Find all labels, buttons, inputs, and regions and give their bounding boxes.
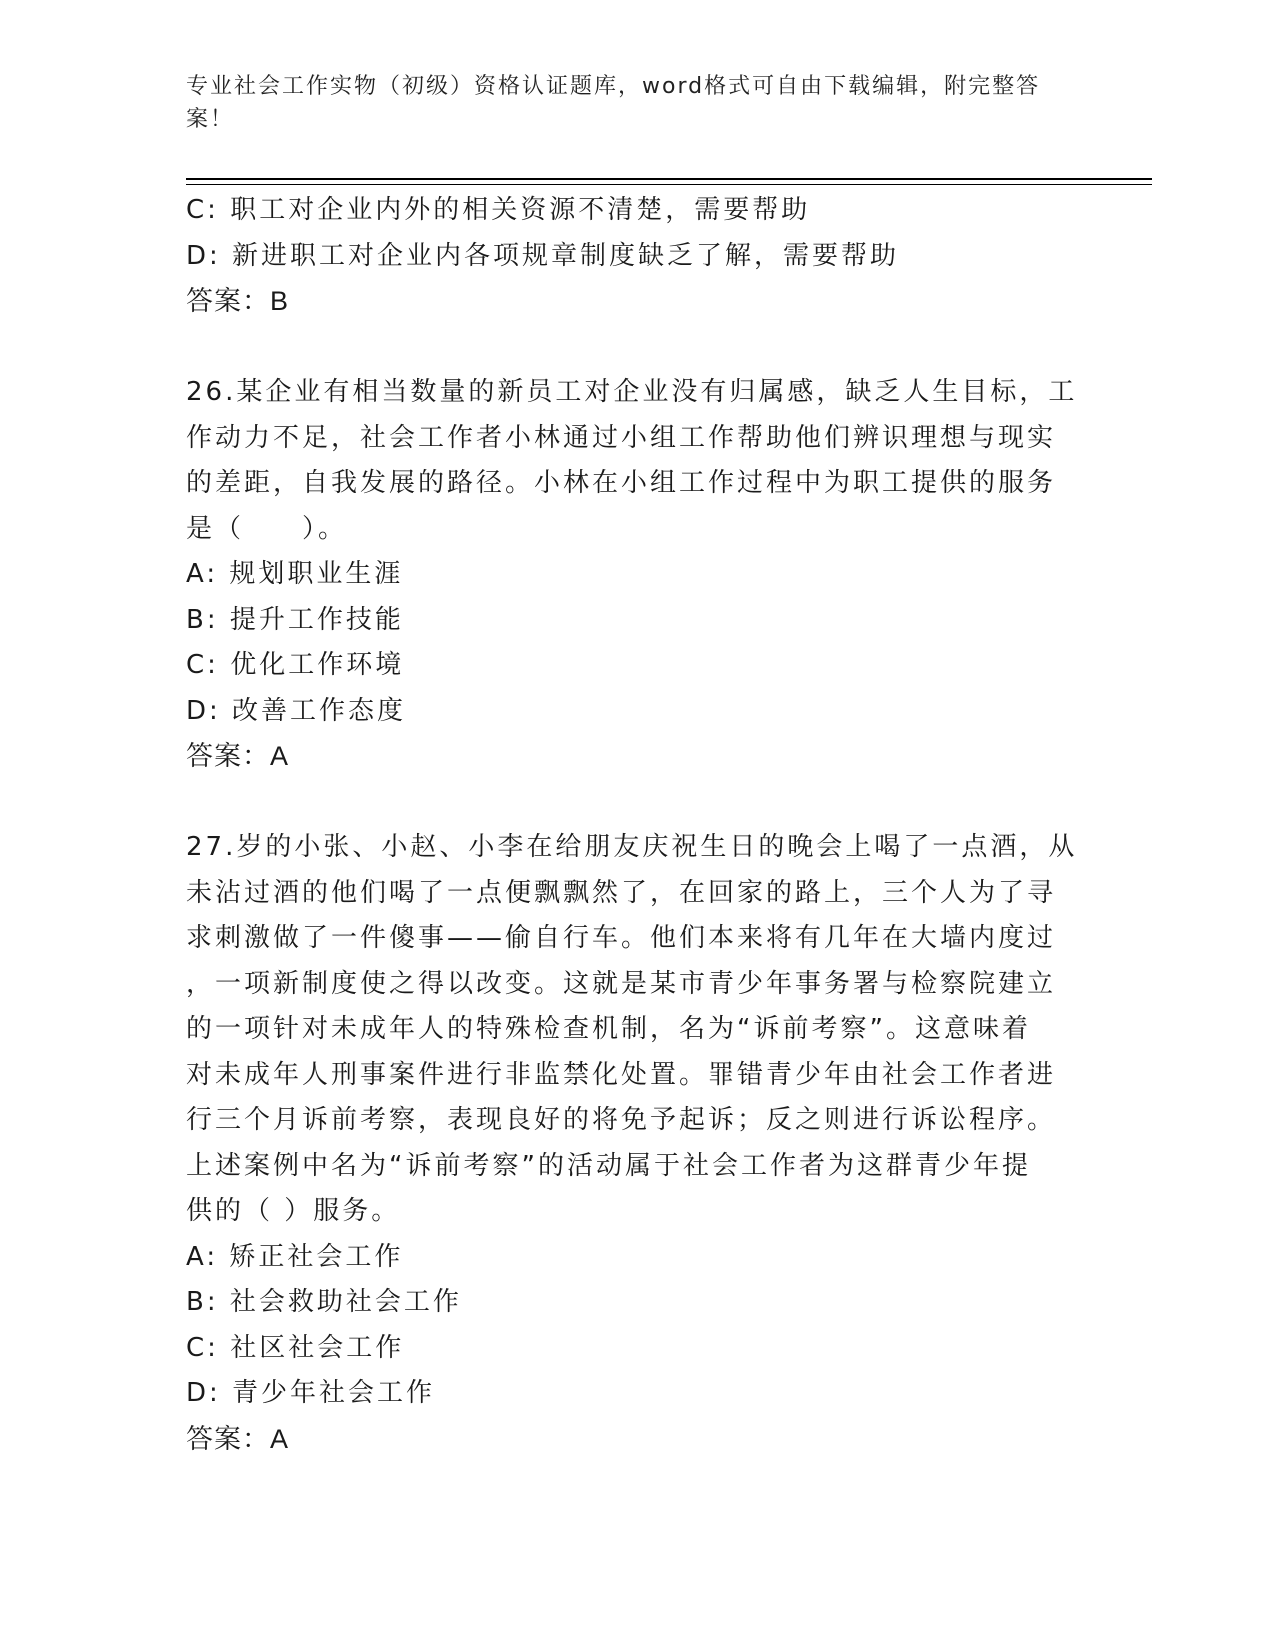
- option-b: [186, 1280, 1086, 1326]
- answer-line: 答案：B: [186, 286, 290, 316]
- question-27-line: 供的（ ）服务。: [186, 1196, 401, 1226]
- question-26-line: 是（ ）。: [186, 513, 348, 544]
- question-27-line: 求刺激做了一件傻事——偷自行车。他们本来将有几年在大墙内度过: [186, 923, 1057, 953]
- option-label: C:: [186, 195, 219, 225]
- option-c: [186, 1326, 1086, 1372]
- header-rule-thin: [186, 184, 1152, 185]
- option-d: [186, 234, 1086, 280]
- option-text: 社区社会工作: [230, 1332, 405, 1363]
- option-text: 新进职工对企业内各项规章制度缺乏了解，需要帮助: [232, 240, 900, 271]
- option-label: C:: [186, 650, 219, 680]
- option-c: [186, 188, 1086, 234]
- question-27-line: 27.岁的小张、小赵、小李在给朋友庆祝生日的晚会上喝了一点酒，从: [186, 832, 1078, 862]
- option-label: D:: [186, 1378, 221, 1408]
- option-label: A:: [186, 1241, 219, 1272]
- option-text: 矫正社会工作: [229, 1241, 404, 1272]
- question-27-line: 对未成年人刑事案件进行非监禁化处置。罪错青少年由社会工作者进: [186, 1059, 1057, 1090]
- document-body: [186, 188, 1086, 1462]
- option-text: 青少年社会工作: [232, 1378, 436, 1408]
- question-26-line: 作动力不足，社会工作者小林通过小组工作帮助他们辨识理想与现实: [186, 422, 1057, 453]
- answer-line: 答案：A: [186, 741, 290, 771]
- question-27-line: 上述案例中名为“诉前考察”的活动属于社会工作者为这群青少年提: [186, 1150, 1031, 1181]
- option-text: 优化工作环境: [230, 650, 405, 680]
- spacer: [186, 780, 1086, 826]
- option-text: 社会救助社会工作: [229, 1287, 462, 1317]
- option-a: [186, 1235, 1086, 1281]
- question-27-line: ，一项新制度使之得以改变。这就是某市青少年事务署与检察院建立: [186, 968, 1057, 999]
- option-label: B:: [186, 604, 219, 635]
- question-27-line: 的一项针对未成年人的特殊检查机制，名为“诉前考察”。这意味着: [186, 1014, 1031, 1044]
- option-label: B:: [186, 1287, 219, 1317]
- option-d: [186, 1371, 1086, 1417]
- question-27-line: 未沾过酒的他们喝了一点便飘飘然了，在回家的路上，三个人为了寻: [186, 877, 1057, 908]
- option-label: C:: [186, 1332, 219, 1363]
- option-text: 规划职业生涯: [229, 559, 404, 589]
- answer-line: 答案：A: [186, 1423, 290, 1454]
- header-rule-thick: [186, 178, 1152, 180]
- option-text: 职工对企业内外的相关资源不清楚，需要帮助: [230, 195, 811, 225]
- option-text: 改善工作态度: [232, 695, 407, 726]
- option-c: [186, 643, 1086, 689]
- question-26-line: 的差距，自我发展的路径。小林在小组工作过程中为职工提供的服务: [186, 468, 1057, 498]
- option-label: D:: [186, 695, 221, 726]
- option-a: [186, 552, 1086, 598]
- option-label: A:: [186, 559, 219, 589]
- option-label: D:: [186, 240, 221, 271]
- option-text: 提升工作技能: [229, 604, 404, 635]
- question-26-line: 26.某企业有相当数量的新员工对企业没有归属感，缺乏人生目标，工: [186, 377, 1078, 407]
- option-d: [186, 689, 1086, 735]
- page-header-text: 专业社会工作实物（初级）资格认证题库，word格式可自由下载编辑，附完整答案！: [186, 74, 1041, 132]
- option-b: [186, 598, 1086, 644]
- question-27-line: 行三个月诉前考察，表现良好的将免予起诉；反之则进行诉讼程序。: [186, 1105, 1057, 1135]
- spacer: [186, 325, 1086, 371]
